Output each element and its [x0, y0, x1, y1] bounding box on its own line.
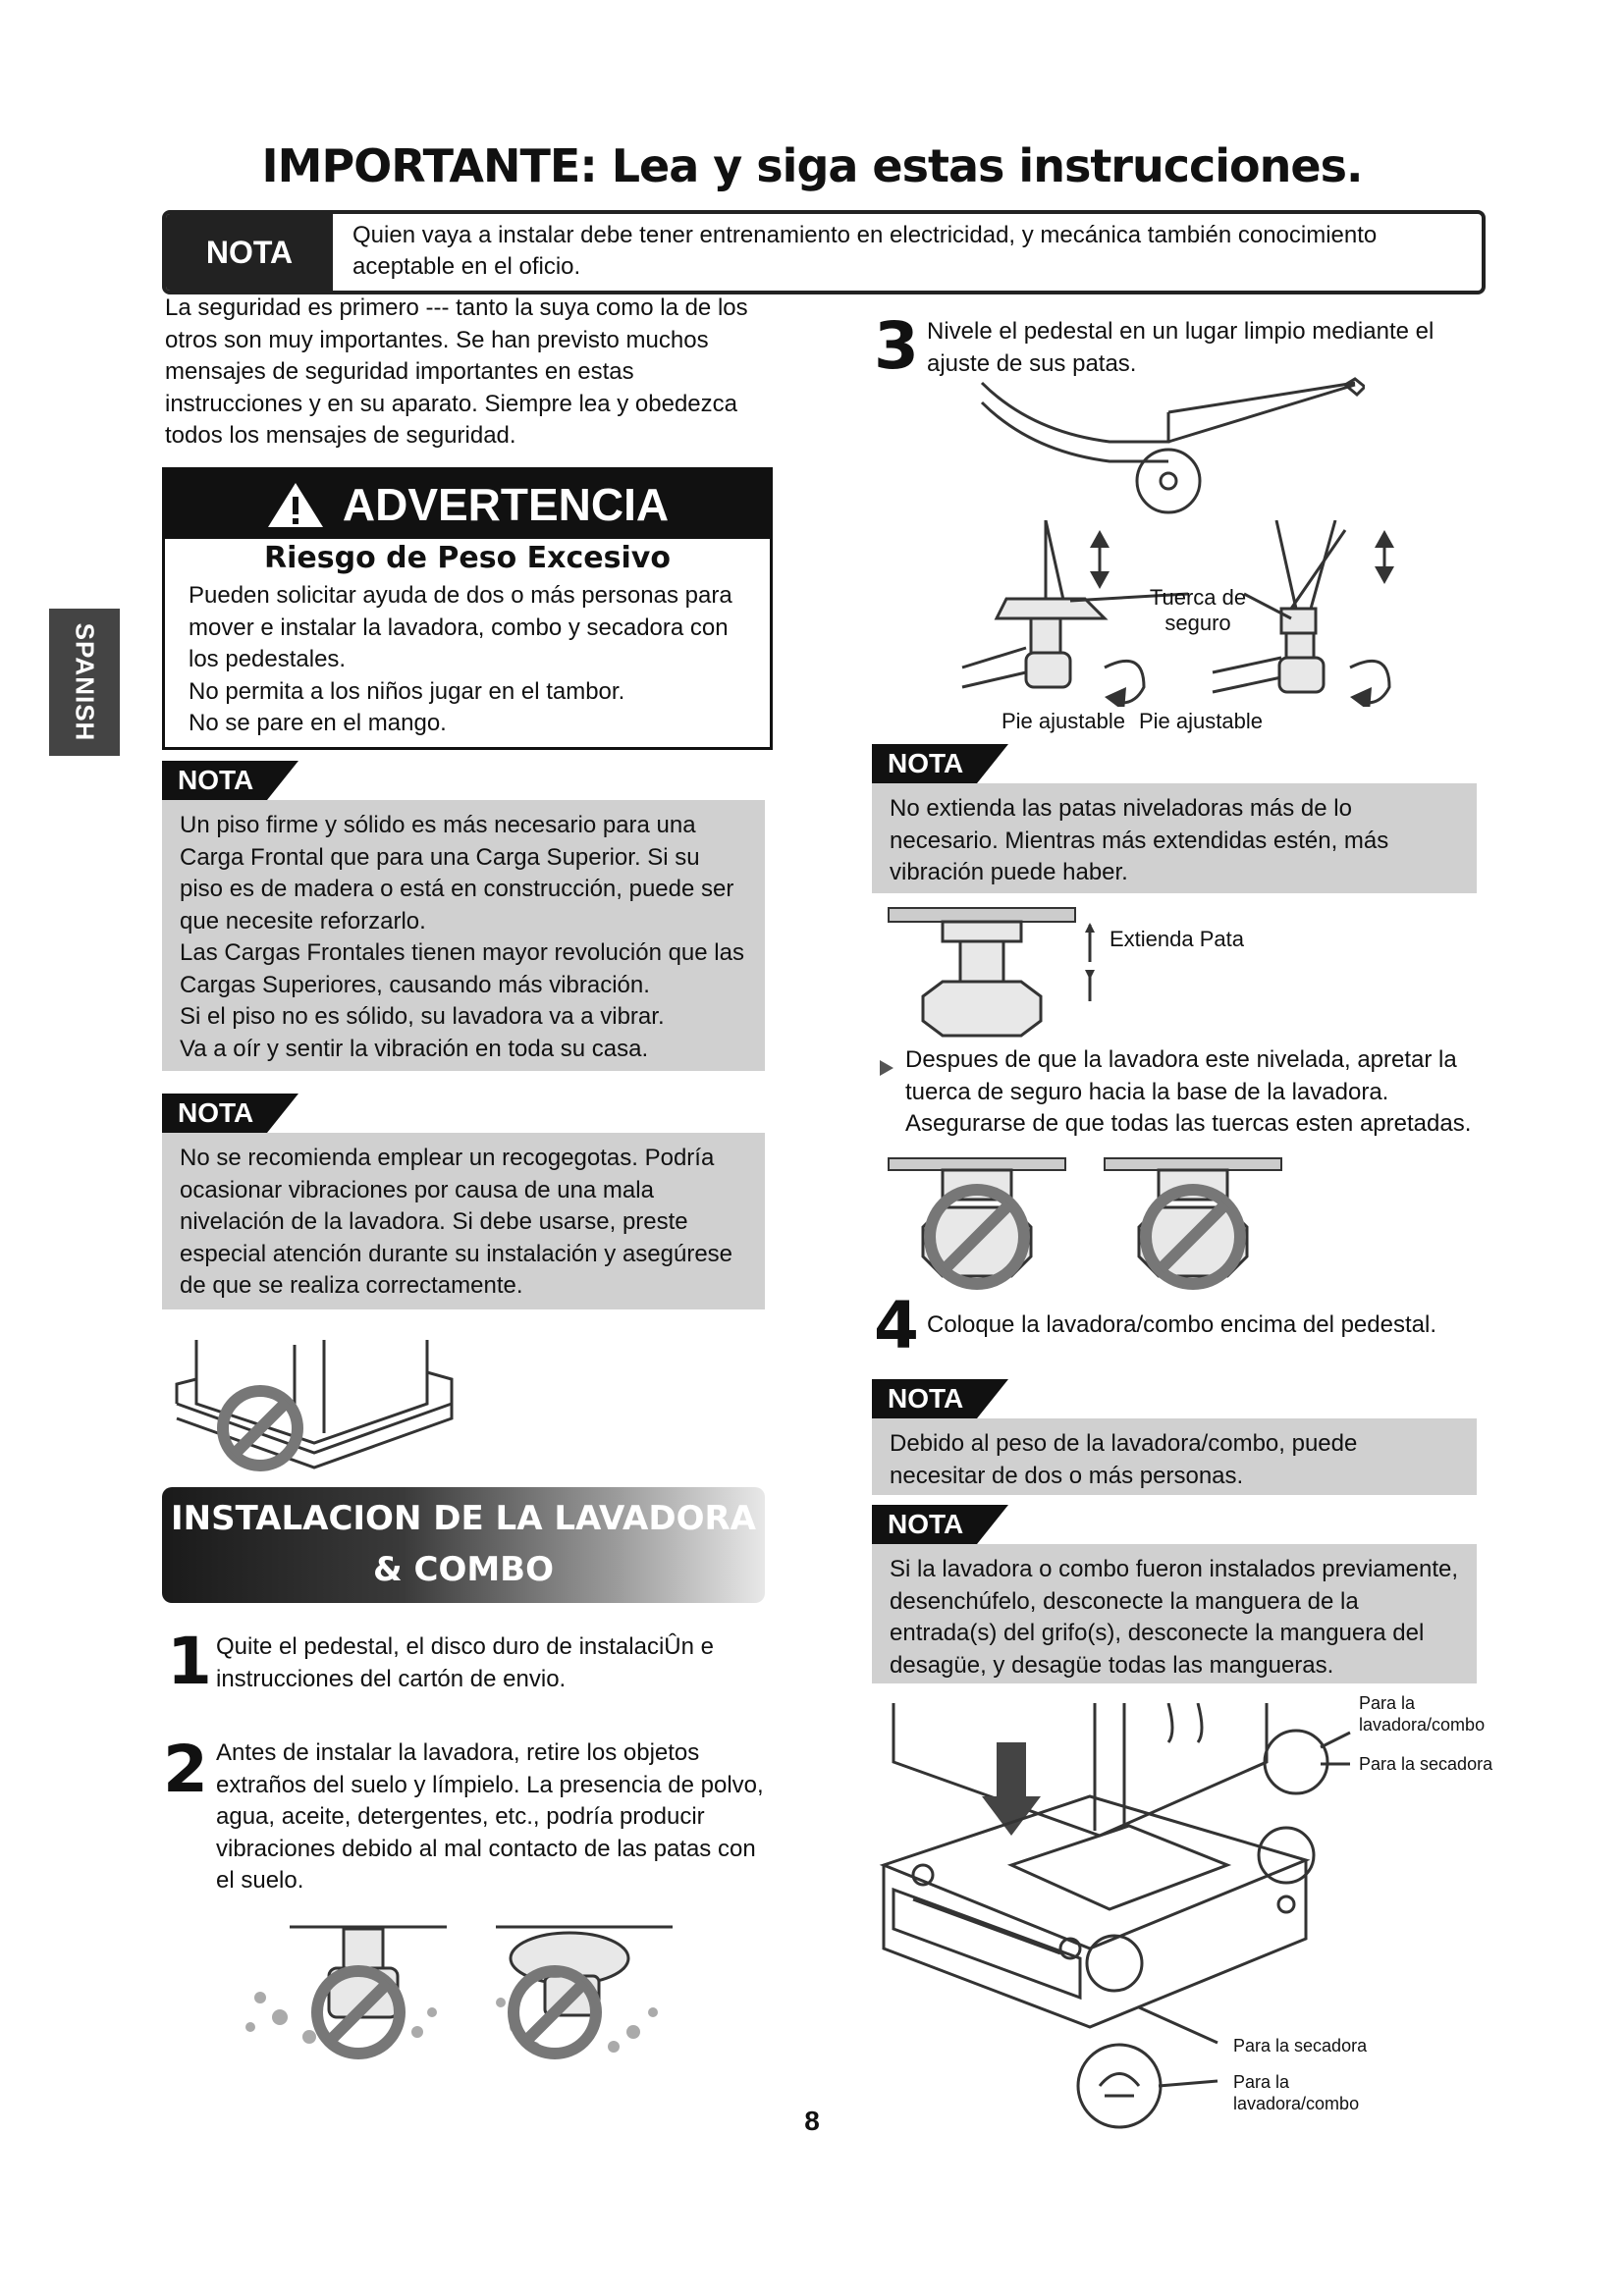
extend-leg-label: Extienda Pata: [1110, 927, 1244, 951]
step-1-text: Quite el pedestal, el disco duro de instalaciÛn e instrucciones del cartón de envio.: [216, 1633, 714, 1692]
nota-line: Un piso firme y sólido es más necesario para una Carga Frontal que para una Carga Superior. Si su piso es de madera o está en construcción, puede ser que necesite reforzarlo.: [180, 812, 734, 934]
tighten-lock-nut-text: Despues de que la lavadora este nivelada, apretar la tuerca de seguro hacia la base de la lavadora. Asegurarse de que todas las tuercas esten apretadas.: [905, 1046, 1472, 1137]
prohibited-icon: [223, 1391, 298, 1466]
nota-tag: [162, 761, 298, 800]
warning-header: [165, 470, 770, 539]
nota-box-drip-tray: [162, 1133, 765, 1309]
step-2-text: Antes de instalar la lavadora, retire los objetos extraños del suelo y límpielo. La presencia de polvo, agua, aceite, detergentes, etc., podría producir vibraciones debido al mal contacto de las patas con el suelo.: [216, 1739, 764, 1894]
lock-nut-label: Tuerca de seguro: [1149, 585, 1247, 635]
intro-paragraph: La seguridad es primero --- tanto la suya como la de los otros son muy importantes. Se han previsto muchos mensajes de seguridad importantes en estas instrucciones y en su aparato. Siempre lea y obedezca todos los mensajes de seguridad.: [165, 294, 748, 449]
step-number-4: 4: [874, 1288, 919, 1363]
lock-nut-prohibited-figure: [884, 1153, 1296, 1291]
nota-tag: [162, 1094, 298, 1133]
label-washer-combo-top: Para la lavadora/combo: [1359, 1693, 1486, 1735]
nota-label: NOTA: [872, 1505, 977, 1544]
nota-line: Las Cargas Frontales tienen mayor revolución que las Cargas Superiores, causando más vibración.: [180, 939, 744, 998]
step-number-3: 3: [874, 308, 919, 384]
note-label: NOTA: [166, 214, 333, 291]
label-dryer-top: Para la secadora: [1359, 1754, 1493, 1774]
warning-text: [189, 580, 758, 740]
page-title: IMPORTANTE: Lea y siga estas instrucciones.: [261, 139, 1363, 192]
adjustable-foot-label: Pie ajustable: [1139, 709, 1263, 733]
extend-leg-figure: [884, 903, 1119, 1041]
warning-line: Pueden solicitar ayuda de dos o más personas para mover e instalar la lavadora, combo y secadora con los pedestales.: [189, 582, 732, 672]
label-dryer-bottom: Para la secadora: [1233, 2036, 1368, 2056]
nota-line: No se recomienda emplear un recogegotas. Podría ocasionar vibraciones por causa de una mala nivelación de la lavadora. Si debe usarse, preste especial atención durante su instalación y asegúrese de que se realiza correctamente.: [180, 1145, 733, 1299]
step-number-1: 1: [167, 1624, 212, 1699]
warning-box: [162, 467, 773, 750]
nota-tag: [872, 744, 1008, 783]
drip-tray-figure: [167, 1335, 461, 1472]
bullet-arrow-icon: [878, 1058, 895, 1078]
adjustable-foot-label: Pie ajustable: [1001, 709, 1125, 733]
warning-line: No se pare en el mango.: [189, 710, 447, 736]
nota-label: NOTA: [162, 761, 267, 800]
step-3-text: Nivele el pedestal en un lugar limpio mediante el ajuste de sus patas.: [927, 318, 1435, 377]
warning-line: No permita a los niños jugar en el tambor.: [189, 677, 625, 705]
nota-box-weight: [872, 1418, 1477, 1495]
nota-label: NOTA: [872, 744, 977, 783]
nota-line: Si el piso no es sólido, su lavadora va a vibrar.: [180, 1003, 665, 1030]
dirty-floor-figure: [221, 1919, 692, 2066]
language-tab: [49, 609, 120, 756]
section-heading-line2: & COMBO: [373, 1550, 554, 1589]
top-note-box: [162, 210, 1486, 294]
pedestal-corner-figure: [972, 373, 1365, 530]
warning-subheading: Riesgo de Peso Excesivo: [264, 541, 671, 575]
label-washer-combo-bottom: Para la lavadora/combo: [1233, 2072, 1360, 2113]
washer-on-pedestal-figure: [874, 1703, 1365, 2135]
nota-label: NOTA: [872, 1379, 977, 1418]
step-4-text: Coloque la lavadora/combo encima del pedestal.: [927, 1311, 1436, 1338]
nota-box-previous-install: [872, 1544, 1477, 1683]
section-heading-install: [162, 1487, 765, 1603]
nota-box-legs: [872, 783, 1477, 893]
nota-line: Si la lavadora o combo fueron instalados previamente, desenchúfelo, desconecte la manguera de la entrada(s) del grifo(s), desconecte la manguera del desagüe, y desagüe todas las mangueras.: [890, 1556, 1458, 1679]
nota-line: Va a oír y sentir la vibración en toda su casa.: [180, 1035, 649, 1062]
language-tab-label: SPANISH: [70, 622, 100, 742]
warning-triangle-icon: [266, 480, 325, 529]
warning-heading: ADVERTENCIA: [342, 479, 670, 530]
nota-label: NOTA: [162, 1094, 267, 1133]
top-note-text: Quien vaya a instalar debe tener entrenamiento en electricidad, y mecánica también conocimiento aceptable en el oficio.: [352, 222, 1378, 280]
nota-tag: [872, 1505, 1008, 1544]
nota-line: No extienda las patas niveladoras más de lo necesario. Mientras más extendidas estén, más vibración puede haber.: [890, 795, 1389, 885]
step-number-2: 2: [163, 1732, 208, 1807]
page-number: 8: [804, 2106, 820, 2136]
section-heading-line1: INSTALACION DE LA LAVADORA: [171, 1499, 756, 1538]
nota-line: Debido al peso de la lavadora/combo, puede necesitar de dos o más personas.: [890, 1430, 1358, 1489]
nota-box-floor: [162, 800, 765, 1071]
nota-tag: [872, 1379, 1008, 1418]
